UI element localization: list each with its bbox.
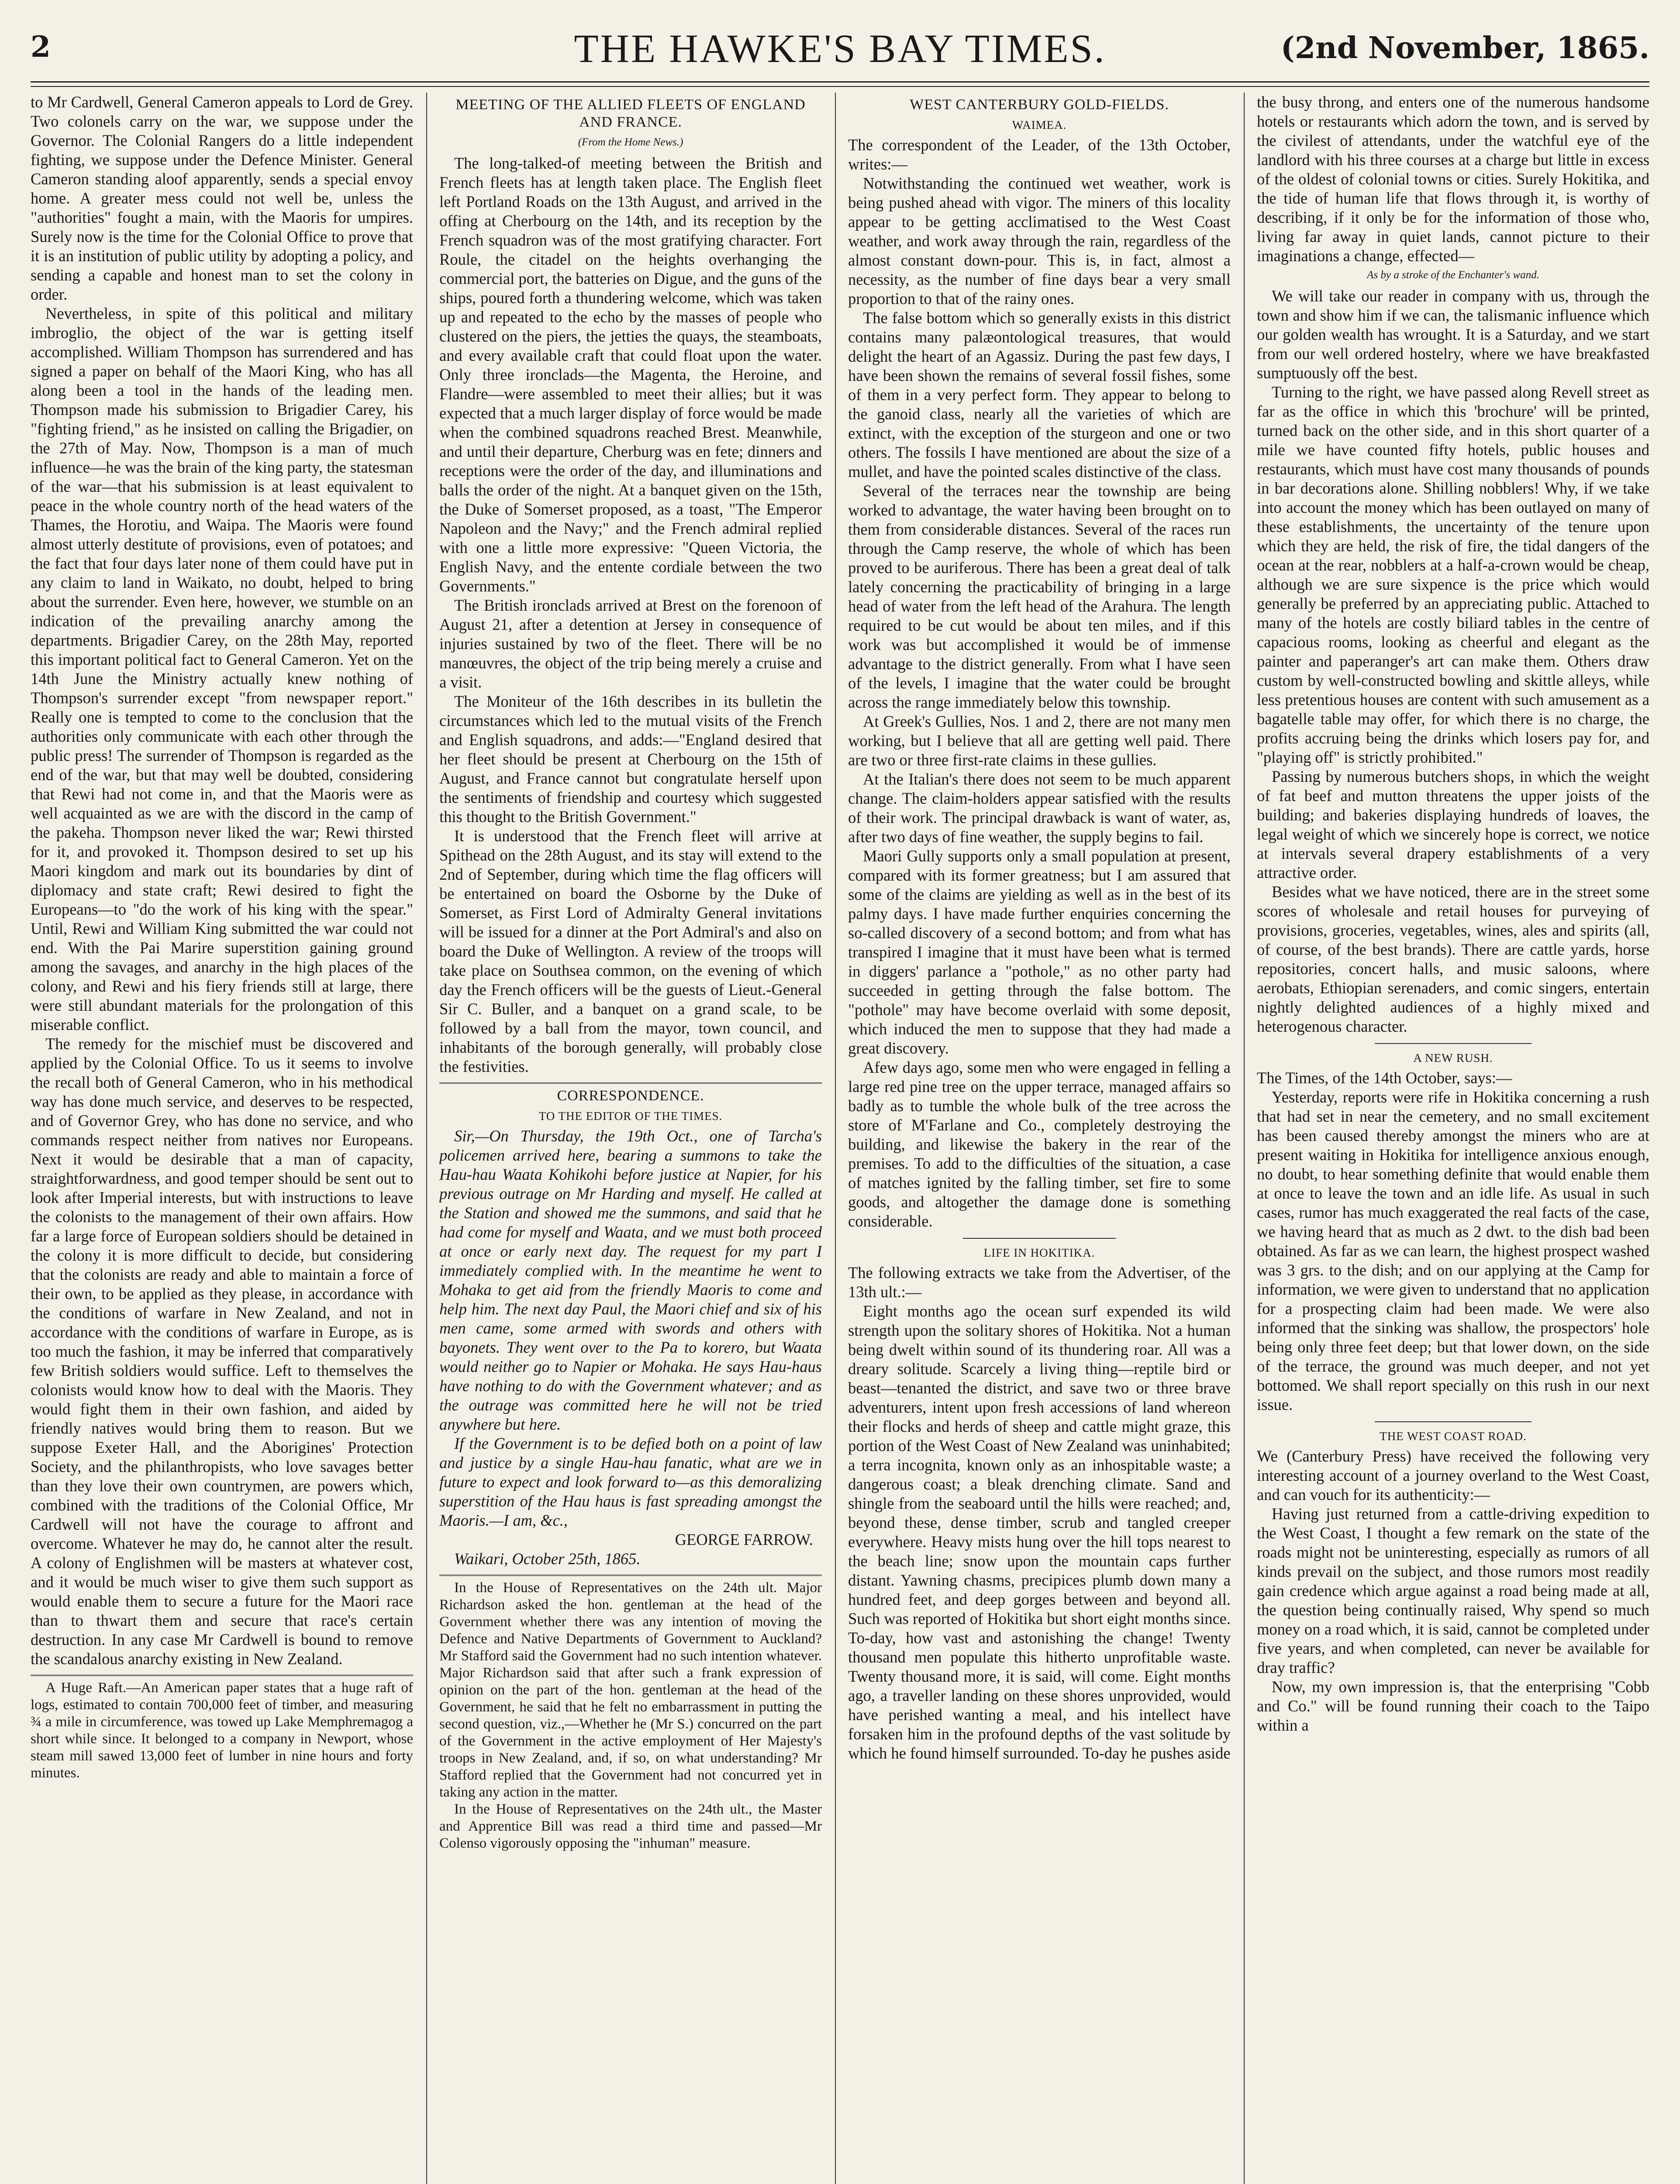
letter-paragraph: If the Government is to be defied both on a point of law and justice by a single Hau-hau fanatic, what are we in future to expect and look forward to—as this demoralizing superstition of the Hau haus is fast spreading amongst the Maoris.—I am, &c., (439, 1434, 822, 1529)
correspondence-addressee: TO THE EDITOR OF THE TIMES. (538, 1109, 723, 1123)
section-separator (1375, 1421, 1532, 1422)
article-paragraph: Maori Gully supports only a small population at present, compared with its former greatness; but I am assured that some of the claims are yielding as well as in the best of its palmy days. I have made further enquiries concerning the so-called discovery of a second bottom; and from what has transpired I imagine that it must have been what is termed in diggers' parlance a "pothole," as no other party had succeeded in getting through the false bottom. The "pothole" may have become overlaid with some deposit, which induced the men to suppose that they had made a great discovery. (848, 847, 1231, 1057)
article-paragraph: We will take our reader in company with us, through the town and show him if we can, the talismanic influence which our golden wealth has wrought. It is a Saturday, and we start from our well ordered hostelry, where we have breakfasted sumptuously off the best. (1257, 287, 1649, 382)
newspaper-title: THE HAWKE'S BAY TIMES. (574, 26, 1106, 71)
article-paragraph: The long-talked-of meeting between the British and French fleets has at length taken place. The English fleet left Portland Roads on the 13th August, and arrived in the offing at Cherbourg on the 14th, and its reception by the French squadron was of the most gratifying character. Fort Roule, the citadel on the heights overhanging the commercial port, the batteries on Digue, and the guns of the ships, poured forth a thundering welcome, which was taken up and repeated to the echo by the masses of people who clustered on the piers, the jetties the quays, the steamboats, and every available craft that could float upon the water. Only three ironclads—the Magenta, the Heroine, and Flandre—were assembled to meet their allies; but it was expected that a much larger display of force would be made when the combined squadrons reached Brest. Meanwhile, and until their departure, Cherburg was en fete; dinners and receptions were the order of the day, and illuminations and balls the order of the night. At a banquet given on the 15th, the Duke of Somerset proposed, as a toast, "The Emperor Napoleon and the Navy;" and the French admiral replied with one a little more expressive: "Queen Victoria, the English Navy, and the entente cordiale between the two Governments." (439, 154, 822, 595)
article-paragraph: Besides what we have noticed, there are in the street some scores of wholesale and retail houses for purveying of provisions, groceries, vegetables, wines, ales and spirits (all, of course, of the best brands). There are cattle yards, horse repositories, concert halls, and music saloons, where aerobats, Ethiopian serenaders, and comic singers, entertain nightly delighted audiences of a highly mixed and heterogenous character. (1257, 883, 1649, 1035)
masthead (31, 25, 1649, 78)
article-paragraph: The false bottom which so generally exists in this district contains many palæontological treasures, that would delight the heart of an Agassiz. During the past few days, I have been shown the remains of several fossil fishes, some of them in a very perfect form. They appear to belong to the ganoid class, nearly all the varieties of which are extinct, with the exception of the sturgeon and one or two others. The fossils I have mentioned are about the size of a mullet, and have the pointed scales distinctive of the class. (848, 309, 1231, 480)
column-4 (1257, 93, 1649, 2184)
page-number: 2 (31, 30, 51, 64)
article-source: (From the Home News.) (578, 136, 683, 148)
article-paragraph: The following extracts we take from the Advertiser, of the 13th ult.:— (848, 1264, 1231, 1301)
letter-signature: GEORGE FARROW. (675, 1531, 813, 1548)
article-heading: MEETING OF THE ALLIED FLEETS OF ENGLAND AND FRANCE. (455, 97, 806, 130)
column-2 (439, 93, 822, 2184)
article-subheading: WAIMEA. (1012, 118, 1067, 131)
news-item-house: In the House of Representatives on the 24th ult., the Master and Apprentice Bill was read a third time and passed—Mr Colenso vigorously opposing the "inhuman" measure. (439, 1801, 822, 1851)
article-paragraph: Eight months ago the ocean surf expended its wild strength upon the solitary shores of Hokitika. Not a human being dwelt within sound of its thundering roar. All was a dreary solitude. Scarcely a living thing—reptile bird or beast—tenanted the district, and save two or three brave adventurers, intent upon fresh accessions of land whereon their flocks and herds of sheep and cattle might graze, this portion of the West Coast of New Zealand was uninhabited; a terra incognita, known only as an inhospitable waste; a dangerous coast; a bleak drenching climate. Sand and shingle from the seaboard until the hills were reached; and, beyond these, dense timber, scrub and tangled creeper everywhere. Heavy mists hung over the hill tops nearest to the beach line; snow upon the mountain caps further distant. Yawning chasms, precipices plumb down many a hundred feet, and deep gorges between and beyond all. Such was reported of Hokitika but short eight months since. To-day, how vast and astonishing the change! Twenty thousand men populate this hitherto unprofitable waste. Twenty thousand more, it is said, will come. Eight months ago, a traveller landing on these shores unprovided, would have perished wanting a meal, and his intellect have forsaken him in the profound depths of the vast solitude by which he found himself surrounded. To-day he pushes aside (848, 1302, 1231, 1762)
article-paragraph: The British ironclads arrived at Brest on the forenoon of August 21, after a detention at Jersey in consequence of injuries sustained by two of the fleet. There will be no manœuvres, the object of the trip being merely a cruise and a visit. (439, 596, 822, 691)
article-heading: LIFE IN HOKITIKA. (983, 1246, 1095, 1259)
section-separator (439, 1082, 822, 1084)
article-paragraph: Yesterday, reports were rife in Hokitika concerning a rush that had set in near the cemetery, and no small excitement has been caused thereby amongst the miners who are at present waiting in Hokitika for intelligence anxious enough, no doubt, to hear something definite that would enable them at once to leave the town and an idle life. As usual in such cases, rumor has much exaggerated the real facts of the case, we having heard that as much as 2 dwt. to the dish bad been obtained. As far as we can learn, the highest prospect washed was 3 grs. to the dish; and on our applying at the Camp for information, we were given to understand that no application for a prospecting claim had been made. We were also informed that the sinking was shallow, the prospectors' hole being only three feet deep; but that lower down, on the side of the terrace, the ground was much deeper, and not yet bottomed. We shall report specially on this rush in our next issue. (1257, 1088, 1649, 1413)
article-paragraph: We (Canterbury Press) have received the following very interesting account of a journey overland to the West Coast, and can vouch for its authenticity:— (1257, 1447, 1649, 1503)
article-paragraph: Several of the terraces near the township are being worked to advantage, the water having been brought on to them from considerable distances. Several of the races run through the Camp reserve, the whole of which has been proved to be auriferous. There has been a great deal of talk lately concerning the practicability of bringing in a large head of water from the left head of the Arahura. The length required to be cut would be about ten miles, and if this work was but accomplished it would be of immense advantage to the district generally. From what I have seen of the levels, I imagine that the water could be brought across the range immediately below this township. (848, 482, 1231, 711)
section-separator (439, 1575, 822, 1576)
article-paragraph: At Greek's Gullies, Nos. 1 and 2, there are not many men working, but I believe that all are getting well paid. There are two or three first-rate claims in these gullies. (848, 712, 1231, 769)
article-paragraph: It is understood that the French fleet will arrive at Spithead on the 28th August, and its stay will extend to the 2nd of September, during which time the flag officers will be entertained on board the Osborne by the Duke of Somerset, as First Lord of Admiralty General invitations will be issued for a dinner at the Port Admiral's and also on board the Duke of Wellington. A review of the troops will take place on Southsea common, on the evening of which day the French officers will be the guests of Lieut.-General Sir C. Buller, and a banquet on a grand scale, to be followed by a ball from the mayor, town council, and inhabitants of the borough generally, will probably close the festivities. (439, 827, 822, 1075)
article-paragraph: The correspondent of the Leader, of the 13th October, writes:— (848, 136, 1231, 173)
article-paragraph: to Mr Cardwell, General Cameron appeals to Lord de Grey. Two colonels carry on the war, we suppose under the Governor. The Colonial Rangers do a little independent fighting, we suppose under the Defence Minister. General Cameron standing aloof apparently, sends a special envoy home. A greater mess could not well be, unless the "authorities" fought a main, with the Maoris for umpires. Surely now is the time for the Colonial Office to prove that it is an institution of public utility by adopting a policy, and sending a capable and honest man to set the colony in order. (31, 93, 413, 303)
letter-paragraph: Sir,—On Thursday, the 19th Oct., one of Tarcha's policemen arrived here, bearing a summons to take the Hau-hau Waata Kohikohi before justice at Napier, for his previous outrage on Mr Harding and myself. He called at the Station and showed me the summons, and said that he had come for myself and Waata, and we must both proceed at once or early next day. The request for my part I immediately complied with. In the meantime he went to Mohaka to get aid from the friendly Maoris to come and help him. The next day Paul, the Maori chief and six of his men came, some armed with swords and others with bayonets. They went over to the Pa to korero, but Waata would neither go to Napier or Mohaka. He says Hau-haus have nothing to do with the Government whatever; and as the outrage was committed here he will not be tried anywhere but here. (439, 1127, 822, 1433)
article-paragraph: Turning to the right, we have passed along Revell street as far as the office in which this 'brochure' will be printed, turned back on the other side, and in this short quarter of a mile we have counted fifty hotels, public houses and restaurants, which must have cost many thousands of pounds in bar decorations alone. Shilling nobblers! Why, if we take into account the money which has been outlayed on many of these establishments, the uncertainty of the tenure upon which they are held, the risk of fire, the tidal dangers of the ocean at the rear, nobblers at a half-a-crown would be cheap, although we are sure sixpence is the price which would generally be preferred by an appreciating public. Attached to many of the hotels are costly biliard tables in the centre of capacious rooms, looking as cheerful and elegant as the painter and paperanger's art can make them. Others draw custom by well-constructed bowling and skittle alleys, while less pretentious houses are content with such amusement as a bagatelle table may offer, for which there is no charge, the profits accruing being the drinks which losers pay for, and "playing off" is strictly prohibited." (1257, 383, 1649, 766)
column-divider (426, 93, 427, 2184)
column-divider (835, 93, 836, 2184)
article-heading: A NEW RUSH. (1413, 1051, 1493, 1064)
section-separator (963, 1238, 1116, 1239)
letter-dateline: Waikari, October 25th, 1865. (454, 1550, 641, 1568)
section-separator (1375, 1043, 1532, 1044)
article-paragraph: the busy throng, and enters one of the numerous handsome hotels or restaurants which adorn the town, and is served by the civilest of attendants, under the watchful eye of the landlord with his three courses at a charge but little in excess of the oldest of colonial towns or cities. Surely Hokitika, and the tide of human life that flows through it, is worthy of describing, if it only be for the information of those who, living far away in quiet lands, cannot picture to their imaginations a change, effected— (1257, 93, 1649, 265)
article-heading: WEST CANTERBURY GOLD-FIELDS. (910, 97, 1169, 113)
correspondence-heading: CORRESPONDENCE. (557, 1088, 704, 1104)
column-divider (1244, 93, 1245, 2184)
issue-date: (2nd November, 1865. (1280, 31, 1649, 66)
article-paragraph: At the Italian's there does not seem to be much apparent change. The claim-holders appear satisfied with the results of their work. The principal drawback is want of water, as, after two days of fine weather, the supply begins to fail. (848, 770, 1231, 846)
section-separator (31, 1675, 413, 1676)
news-item-huge-raft: A Huge Raft.—An American paper states that a huge raft of logs, estimated to contain 700,000 feet of timber, and measuring ¾ a mile in circumference, was towed up Lake Memphremagog a short while since. It belonged to a company in Newport, whose steam mill sawed 13,000 feet of lumber in nine hours and forty minutes. (31, 1680, 413, 1781)
news-item-house: In the House of Representatives on the 24th ult. Major Richardson asked the hon. gentleman at the head of the Government whether there was any intention of moving the Defence and Native Departments of Government to Auckland? Mr Stafford said the Government had no such intention whatever. Major Richardson said that after such a frank expression of opinion on the part of the hon. gentleman at the head of the Government, he said that he felt no embarrassment in putting the second question, viz.,—Whether he (Mr S.) concurred on the part of the Government in the active employment of Her Majesty's troops in New Zealand, and, if so, on what understanding? Mr Stafford replied that the Government had not concurred yet in taking any action in the matter. (439, 1580, 822, 1800)
article-paragraph: The Times, of the 14th October, says:— (1257, 1069, 1512, 1087)
column-1 (31, 93, 413, 2184)
article-heading: THE WEST COAST ROAD. (1380, 1430, 1527, 1443)
article-quote: As by a stroke of the Enchanter's wand. (1367, 269, 1539, 281)
article-paragraph: The Moniteur of the 16th describes in its bulletin the circumstances which led to the mutual visits of the French and English squadrons, and adds:—"England desired that her fleet should be present at Cherbourg on the 15th of August, and France cannot but congratulate herself upon the sentiments of friendship and courtesy which suggested this thought to the British Government." (439, 692, 822, 826)
article-paragraph: Nevertheless, in spite of this political and military imbroglio, the object of the war is getting itself accomplished. William Thompson has surrendered and has signed a paper on behalf of the Maori King, who has all along been a tool in the hands of the leading men. Thompson made his submission to Brigadier Carey, his "fighting friend," as he insisted on calling the Brigadier, on the 27th of May. Now, Thompson is a man of much influence—he was the brain of the king party, the statesman of the war—that his submission is at least equivalent to peace in the whole country north of the head waters of the Thames, the Horotiu, and Waipa. The Maoris were found almost utterly destitute of provisions, even of potatoes; and the fact that four days later none of them could have put in any claim to land in Waikato, no doubt, helped to bring about the surrender. Even here, however, we stumble on an indication of the prevailing anarchy among the departments. Brigadier Carey, on the 28th May, reported this important political fact to General Cameron. Yet on the 14th June the Ministry actually knew nothing of Thompson's surrender except "from newspaper report." Really one is tempted to come to the conclusion that the authorities only communicate with each other through the public press! The surrender of Thompson is regarded as the end of the war, but that may well be doubted, considering that Rewi had not come in, and that the Maoris were as well acquainted as we are with the discord in the camp of the pakeha. Thompson never liked the war; Rewi thirsted for it, and provoked it. Thompson desired to set up his Maori kingdom and mark out its boundaries by dint of diplomacy and state craft; Rewi desired to fight the Europeans—to "do the work of his king with the spear." Until, Rewi and William King submitted the war could not end. With the Pai Marire superstition gaining ground among the savages, and anarchy in the high places of the colony, and Rewi and his fiery friends still at large, there were still abundant materials for the prolongation of this miserable conflict. (31, 304, 413, 1033)
article-paragraph: Now, my own impression is, that the enterprising "Cobb and Co." will be found running their coach to the Taipo within a (1257, 1678, 1649, 1734)
article-paragraph: Passing by numerous butchers shops, in which the weight of fat beef and mutton threatens the upper joists of the building; and bakeries displaying hundreds of loaves, the legal weight of which we sincerely hope is correct, we notice at intervals several drapery establishments of a very attractive order. (1257, 767, 1649, 881)
article-paragraph: Notwithstanding the continued wet weather, work is being pushed ahead with vigor. The miners of this locality appear to be getting acclimatised to the West Coast weather, and work away through the rain, regardless of the almost constant down-pour. This is, in fact, almost a necessity, as the number of fine days bear a very small proportion to that of the rainy ones. (848, 174, 1231, 308)
article-paragraph: Having just returned from a cattle-driving expedition to the West Coast, I thought a few remark on the state of the roads might not be uninteresting, especially as rumors of all kinds prevail on the subject, and those rumors most readily gain credence which argue against a road being made at all, the question being continually raised, Why spend so much money on a road which, it is said, cannot be completed under five years, and when completed, can never be available for dray traffic? (1257, 1505, 1649, 1676)
column-3 (848, 93, 1231, 2184)
article-paragraph: Afew days ago, some men who were engaged in felling a large red pine tree on the upper terrace, managed affairs so badly as to tumble the whole bulk of the tree across the store of M'Farlane and Co., completely destroying the building, and likewise the bakery in the rear of the premises. To add to the difficulties of the situation, a case of matches ignited by the falling timber, set fire to some goods, and altogether the damage done is something considerable. (848, 1058, 1231, 1230)
masthead-rule (31, 81, 1649, 87)
article-paragraph: The remedy for the mischief must be discovered and applied by the Colonial Office. To us it seems to involve the recall both of General Cameron, who in his methodical way has done much service, and deserves to be respected, and of Governor Grey, who has done no service, and who commands respect neither from natives nor Europeans. Next it would be desirable that a man of capacity, straightforwardness, and good temper should be sent out to look after Imperial interests, but with instructions to leave the colonists to the management of their own affairs. How far a large force of European soldiers should be detained in the colony it is more difficult to decide, but considering that the colonists are ready and able to maintain a force of their own, to be applied as they please, in accordance with the conditions of warfare in New Zealand, and not in accordance with the conditions of warfare in Europe, as is too much the fashion, it may be inferred that comparatively few British soldiers would suffice. Left to themselves the colonists would know how to deal with the Maoris. They would fight them in their own fashion, and aided by friendly natives would bring them to reason. But we suppose Exeter Hall, and the Aborigines' Protection Society, and the philanthropists, who love savages better than they love their own countrymen, are powers which, combined with the traditions of the Colonial Office, Mr Cardwell will not have the courage to affront and overcome. Whatever he may do, he cannot alter the result. A colony of Englishmen will be masters at whatever cost, and it would be much wiser to give them such support as would enable them to secure a future for the Maori race than to thwart them and secure that race's certain destruction. In any case Mr Cardwell is bound to remove the scandalous anarchy existing in New Zealand. (31, 1035, 413, 1668)
